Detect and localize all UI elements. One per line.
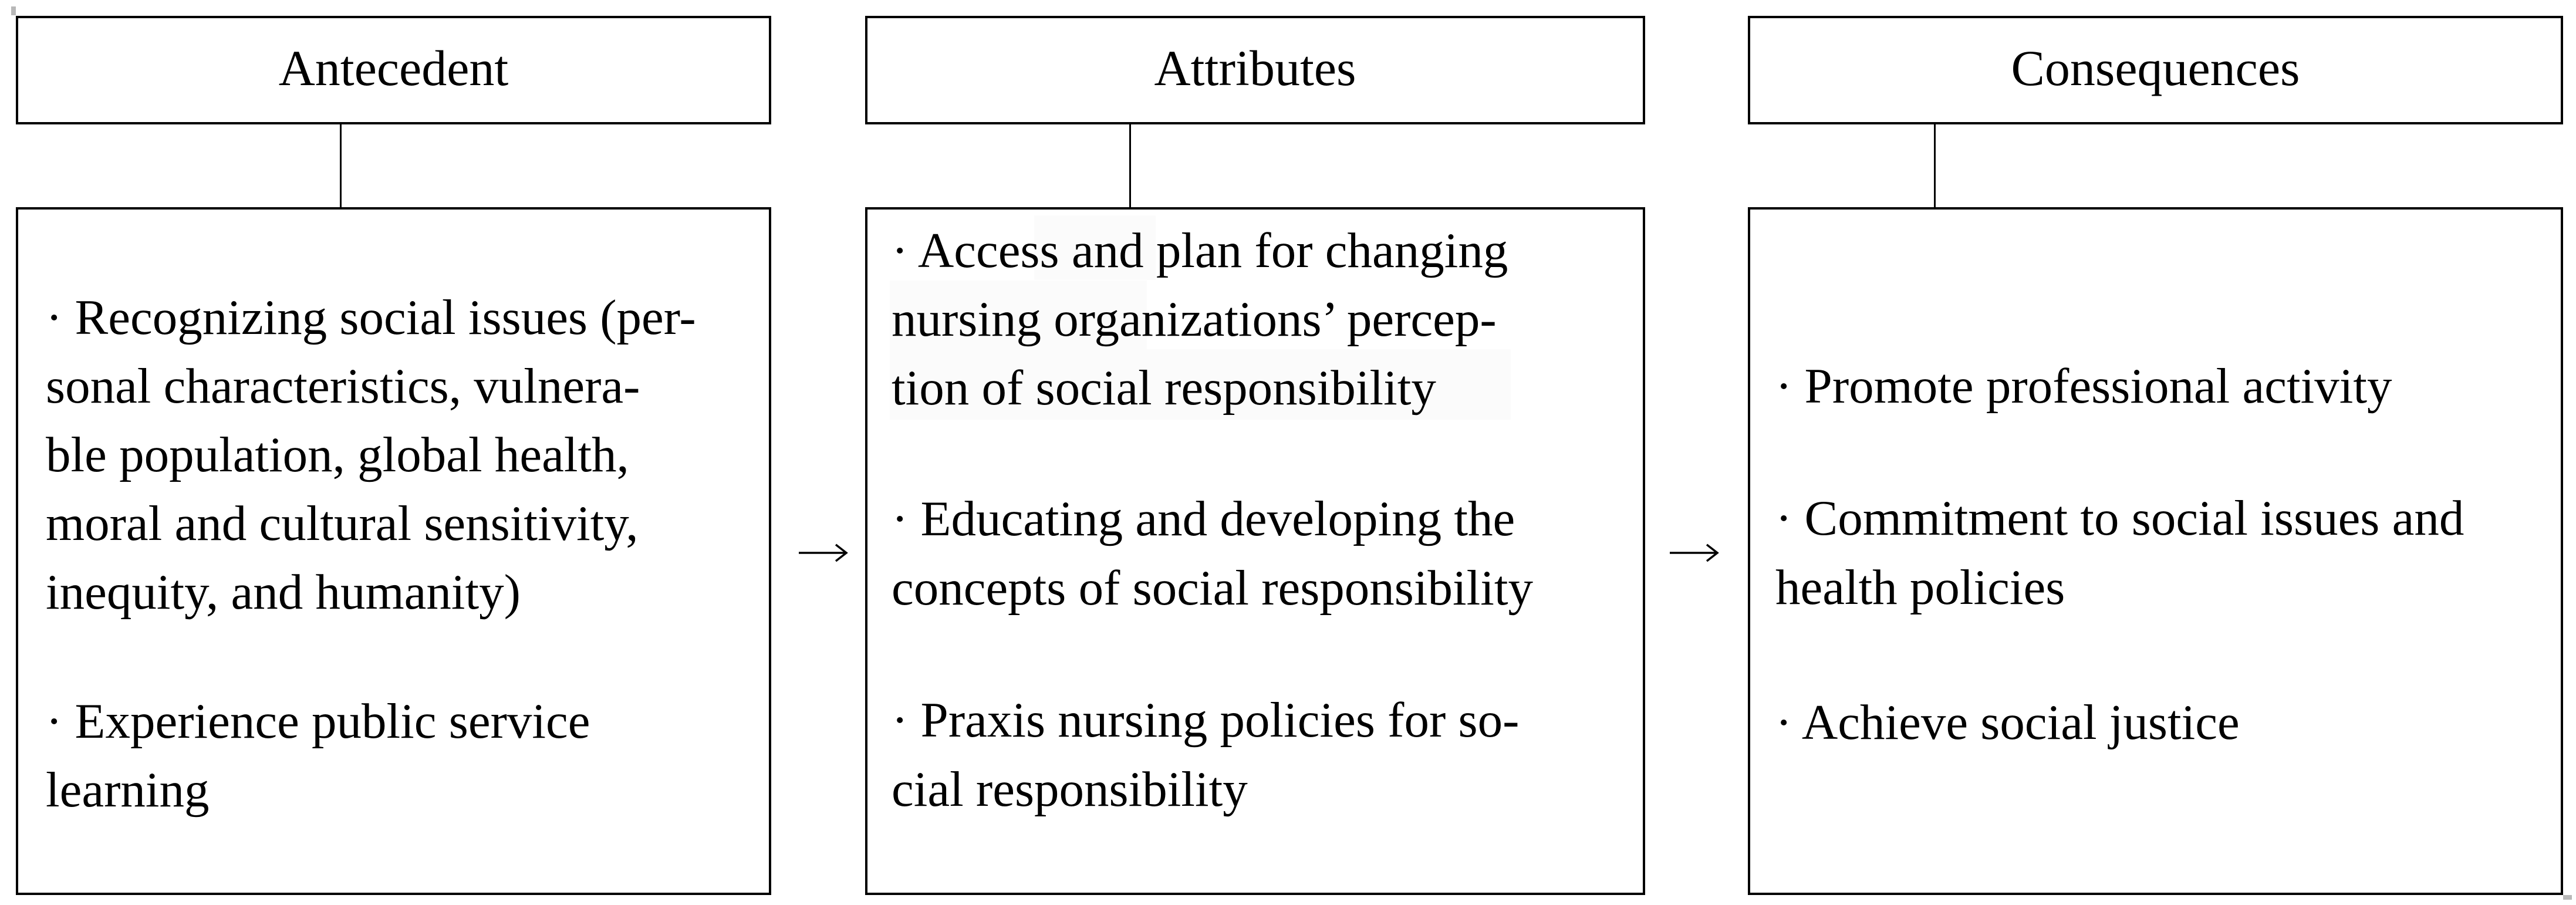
text-line: learning <box>46 762 210 818</box>
consequences-connector-line <box>1934 124 1936 208</box>
text-line: · Praxis nursing policies for so- <box>892 693 1520 748</box>
text-line: · Experience public service <box>46 694 590 749</box>
text-line: · Access and plan for changing <box>892 223 1508 278</box>
attributes-header-label: Attributes <box>1154 39 1356 96</box>
antecedent-header-box <box>16 16 771 124</box>
consequences-header-label: Consequences <box>2011 39 2300 96</box>
arrow-right-icon <box>1668 541 1721 565</box>
antecedent-connector-line <box>340 124 342 208</box>
consequences-header-box <box>1748 16 2563 124</box>
antecedent-header-label: Antecedent <box>278 39 509 96</box>
text-line: ble population, global health, <box>46 427 629 482</box>
text-line: · Recognizing social issues (per- <box>46 290 696 345</box>
crop-mark-top-left <box>11 6 16 15</box>
attributes-header-box <box>865 16 1645 124</box>
attributes-connector-line <box>1129 124 1131 208</box>
text-line: moral and cultural sensitivity, <box>46 496 639 551</box>
text-line: · Promote professional activity <box>1775 359 2392 414</box>
text-line: · Achieve social justice <box>1775 695 2240 750</box>
text-line: concepts of social responsibility <box>892 560 1533 616</box>
crop-mark-bottom-right <box>2563 895 2572 900</box>
consequences-content-box <box>1748 207 2563 895</box>
text-line: nursing organizations’ percep- <box>892 292 1497 347</box>
arrow-right-icon <box>797 541 850 565</box>
text-line: inequity, and humanity) <box>46 565 521 620</box>
text-line: health policies <box>1775 560 2065 615</box>
text-line: · Educating and developing the <box>892 491 1515 546</box>
text-line: cial responsibility <box>892 762 1248 817</box>
text-line: sonal characteristics, vulnera- <box>46 359 640 414</box>
text-line: tion of social responsibility <box>892 360 1436 416</box>
text-line: · Commitment to social issues and <box>1775 491 2464 546</box>
